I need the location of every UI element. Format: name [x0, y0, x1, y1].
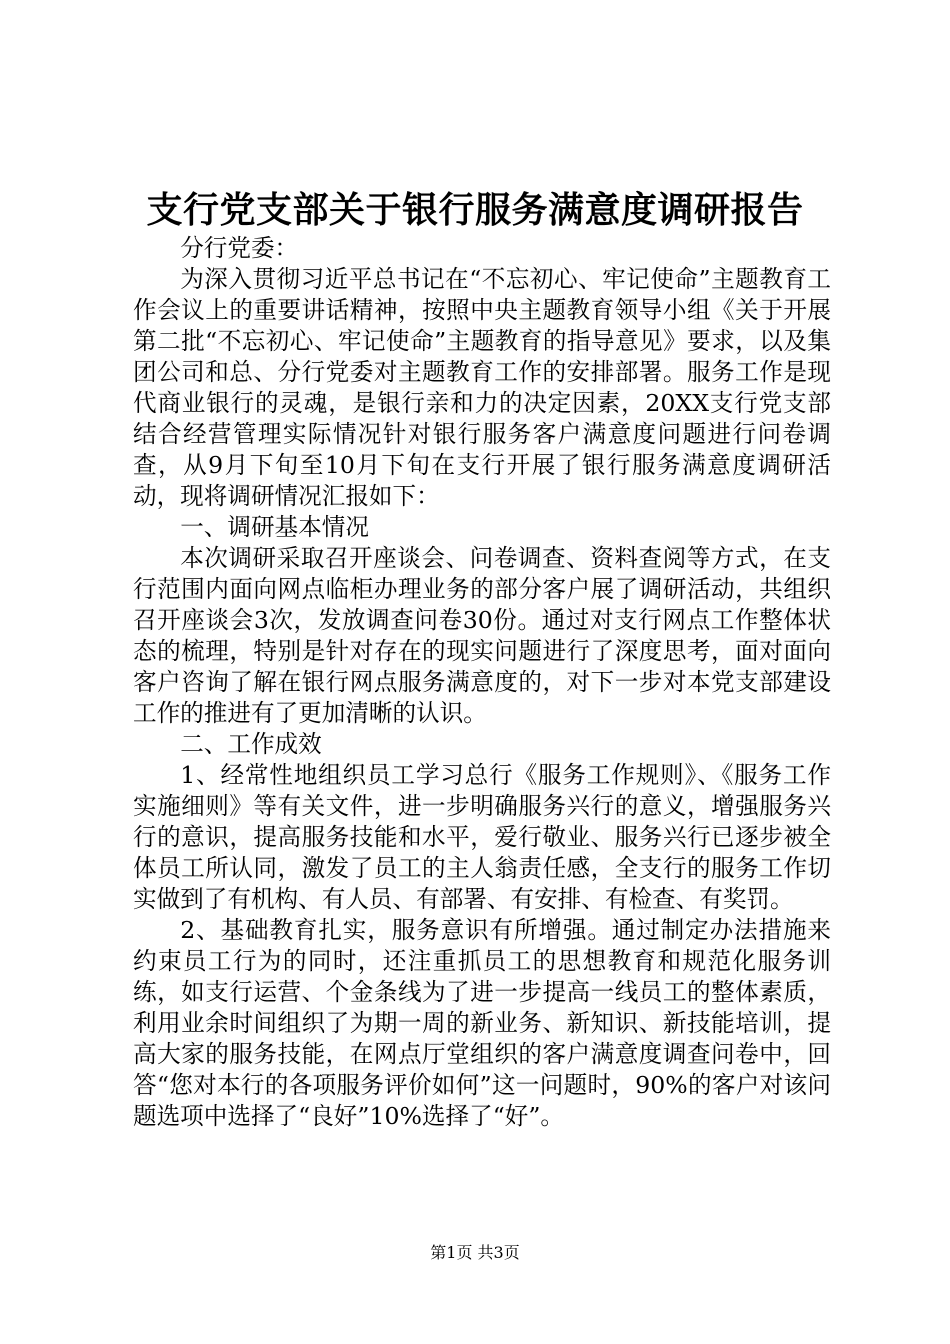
page-number-footer: 第1页 共3页	[430, 1243, 520, 1262]
salutation: 分行党委：	[180, 234, 299, 262]
section-heading-results: 二、工作成效	[180, 730, 322, 758]
basic-situation-paragraph: 本次调研采取召开座谈会、问卷调查、资料查阅等方式，在支行范围内面向网点临柜办理业务的部分客户展了调研活动，共组织召开座谈会3次，发放调查问卷30份。通过对支行网点工作整体状态的梳理，特别是针对存在的现实问题进行了深度思考，面对面向客户咨询了解在银行网点服务满意度的，对下一步对本党支部建设工作的推进有了更加清晰的认识。	[133, 544, 831, 727]
intro-paragraph: 为深入贯彻习近平总书记在“不忘初心、牢记使命”主题教育工作会议上的重要讲话精神，按照中央主题教育领导小组《关于开展第二批“不忘初心、牢记使命”主题教育的指导意见》要求，以及集团公司和总、分行党委对主题教育工作的安排部署。服务工作是现代商业银行的灵魂，是银行亲和力的决定因素，20XX支行党支部结合经营管理实际情况针对银行服务客户满意度问题进行问卷调查，从9月下旬至10月下旬在支行开展了银行服务满意度调研活动，现将调研情况汇报如下：	[133, 265, 831, 510]
document-body	[133, 233, 831, 1132]
result-item-1: 1、经常性地组织员工学习总行《服务工作规则》、《服务工作实施细则》等有关文件，进一步明确服务兴行的意义，增强服务兴行的意识，提高服务技能和水平，爱行敬业、服务兴行已逐步被全体员工所认同，激发了员工的主人翁责任感，全支行的服务工作切实做到了有机构、有人员、有部署、有安排、有检查、有奖罚。	[133, 761, 831, 913]
section-heading-basic-situation: 一、调研基本情况	[180, 513, 369, 541]
document-title: 支行党支部关于银行服务满意度调研报告	[146, 189, 804, 231]
result-item-2: 2、基础教育扎实，服务意识有所增强。通过制定办法措施来约束员工行为的同时，还注重抓员工的思想教育和规范化服务训练，如支行运营、个金条线为了进一步提高一线员工的整体素质，利用业余时间组织了为期一周的新业务、新知识、新技能培训，提高大家的服务技能，在网点厅堂组织的客户满意度调查问卷中，回答“您对本行的各项服务评价如何”这一问题时，90%的客户对该问题选项中选择了“良好”10%选择了“好”。	[133, 916, 831, 1130]
